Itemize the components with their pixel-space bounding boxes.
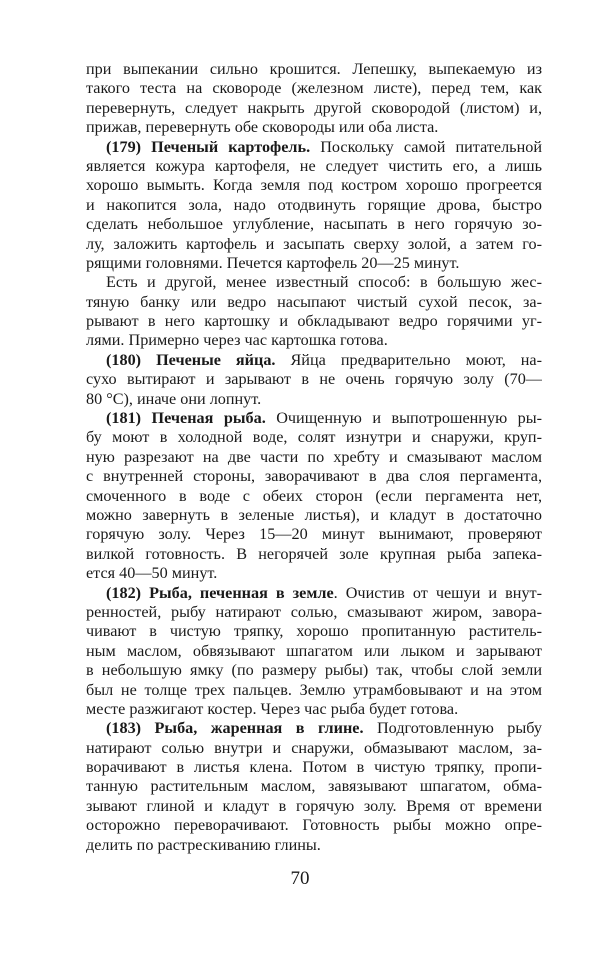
text-line bbox=[86, 661, 542, 680]
text-line bbox=[86, 312, 542, 331]
line-text: ренностей, рыбу натирают солью, смазывают жиром, завора- bbox=[86, 602, 542, 621]
text-line bbox=[86, 467, 542, 486]
line-text: бу моют в холодной воде, солят изнутри и снаружи, круп- bbox=[86, 428, 542, 447]
paragraph bbox=[86, 60, 542, 138]
recipe-heading: (180) Печеные яйца. bbox=[106, 350, 276, 369]
paragraph bbox=[86, 351, 542, 409]
text-line bbox=[86, 758, 542, 777]
text-line bbox=[86, 506, 542, 525]
text-line bbox=[86, 642, 542, 661]
line-text: Подготовленную рыбу bbox=[363, 719, 542, 738]
text-line bbox=[86, 836, 542, 855]
line-text: и накопится зола, надо отодвинуть горящие дрова, быстро bbox=[86, 195, 542, 214]
line-text: при выпекании сильно крошится. Лепешку, выпекаемую из bbox=[86, 60, 542, 78]
line-text: такого теста на сковороде (железном листе), перед тем, как bbox=[86, 79, 542, 98]
text-line bbox=[86, 622, 542, 641]
line-text: вилкой готовность. В негорячей золе крупная рыба запека- bbox=[86, 544, 542, 563]
paragraph bbox=[86, 138, 542, 274]
text-line bbox=[86, 681, 542, 700]
text-line bbox=[86, 254, 542, 273]
line-text: Очищенную и выпотрошенную ры- bbox=[265, 409, 542, 428]
paragraph bbox=[86, 719, 542, 855]
text-line bbox=[86, 176, 542, 195]
line-text: рывают в него картошку и обкладывают ведро горячими уг- bbox=[86, 312, 542, 331]
line-text: ворачивают в листья клена. Потом в чистую тряпку, пропи- bbox=[86, 758, 542, 777]
paragraph bbox=[86, 273, 542, 351]
page-body bbox=[86, 60, 542, 855]
text-line bbox=[86, 816, 542, 835]
recipe-heading: (182) Рыба, печенная в земле bbox=[106, 583, 334, 602]
line-text: горячую золу. Через 15—20 минут вынимают, проверяют bbox=[86, 525, 542, 544]
text-line bbox=[86, 428, 542, 447]
paragraph bbox=[86, 584, 542, 720]
text-line bbox=[86, 79, 542, 98]
line-text: ным маслом, обвязывают шпагатом или лыком и зарывают bbox=[86, 641, 542, 660]
line-text: Поскольку самой питательной bbox=[310, 137, 542, 156]
text-line bbox=[86, 273, 542, 292]
text-line bbox=[86, 118, 542, 137]
line-text: в небольшую ямку (по размеру рыбы) так, чтобы слой земли bbox=[86, 661, 542, 680]
text-line bbox=[86, 351, 542, 370]
text-line bbox=[86, 700, 542, 719]
text-line bbox=[86, 409, 542, 428]
line-text: осторожно переворачивают. Готовность рыбы можно опре- bbox=[86, 816, 542, 835]
line-text: танную растительным маслом, завязывают шпагатом, обма- bbox=[86, 777, 542, 796]
line-text: зывают глиной и кладут в горячую золу. Время от времени bbox=[86, 796, 542, 815]
line-text: делить по растрескиванию глины. bbox=[86, 835, 321, 854]
recipe-heading: (179) Печеный картофель. bbox=[106, 137, 311, 156]
line-text: 80 °С), иначе они лопнут. bbox=[86, 389, 262, 408]
text-line bbox=[86, 390, 542, 409]
line-text: можно завернуть в зеленые листья), и кладут в достаточно bbox=[86, 505, 542, 524]
text-line bbox=[86, 545, 542, 564]
line-text: сделать небольшое углубление, насыпать в него горячую зо- bbox=[86, 215, 542, 234]
line-text: смоченного в воде с обеих сторон (если пергамента нет, bbox=[86, 486, 542, 505]
line-text: сухо вытирают и зарывают в не очень горячую золу (70— bbox=[86, 370, 542, 389]
text-line bbox=[86, 215, 542, 234]
text-line bbox=[86, 138, 542, 157]
text-line bbox=[86, 525, 542, 544]
recipe-heading: (181) Печеная рыба. bbox=[106, 409, 266, 428]
line-text: рящими головнями. Печется картофель 20—25 минут. bbox=[86, 253, 460, 272]
page-number: 70 bbox=[290, 868, 310, 889]
text-line bbox=[86, 487, 542, 506]
text-line bbox=[86, 719, 542, 738]
text-line bbox=[86, 157, 542, 176]
text-line bbox=[86, 603, 542, 622]
text-line bbox=[86, 777, 542, 796]
text-line bbox=[86, 797, 542, 816]
line-text: является кожура картофеля, не следует чистить его, а лишь bbox=[86, 156, 542, 175]
recipe-heading: (183) Рыба, жаренная в глине. bbox=[106, 719, 364, 738]
line-text: месте разжигают костер. Через час рыба будет готова. bbox=[86, 699, 459, 718]
line-text: тяную банку или ведро насыпают чистый сухой песок, за- bbox=[86, 292, 542, 311]
line-text: с внутренней стороны, заворачивают в два слоя пергамента, bbox=[86, 467, 542, 486]
line-text: был не толще трех пальцев. Землю утрамбовывают и на этом bbox=[86, 680, 542, 699]
text-line bbox=[86, 370, 542, 389]
line-text: . Очистив от чешуи и внут- bbox=[333, 583, 542, 602]
text-line bbox=[86, 99, 542, 118]
text-line bbox=[86, 584, 542, 603]
text-line bbox=[86, 235, 542, 254]
line-text: чивают в чистую тряпку, хорошо пропитанную раститель- bbox=[86, 622, 542, 641]
text-line bbox=[86, 331, 542, 350]
line-text: хорошо вымыть. Когда земля под костром хорошо прогреется bbox=[86, 176, 542, 195]
text-line bbox=[86, 739, 542, 758]
line-text: натирают солью внутри и снаружи, обмазывают маслом, за- bbox=[86, 738, 542, 757]
text-line bbox=[86, 564, 542, 583]
text-line bbox=[86, 293, 542, 312]
line-text: ную разрезают на две части по хребту и смазывают маслом bbox=[86, 447, 542, 466]
text-line bbox=[86, 60, 542, 79]
text-line bbox=[86, 448, 542, 467]
line-text: прижав, перевернуть обе сковороды или оба листа. bbox=[86, 118, 439, 137]
line-text: Есть и другой, менее известный способ: в большую жес- bbox=[106, 273, 542, 292]
line-text: лу, заложить картофель и засыпать сверху золой, а затем го- bbox=[86, 234, 542, 253]
line-text: ется 40—50 минут. bbox=[86, 564, 218, 583]
paragraph bbox=[86, 409, 542, 584]
line-text: лями. Примерно через час картошка готова. bbox=[86, 331, 388, 350]
text-line bbox=[86, 196, 542, 215]
line-text: Яйца предварительно моют, на- bbox=[275, 350, 542, 369]
line-text: перевернуть, следует накрыть другой сковородой (листом) и, bbox=[86, 98, 542, 117]
